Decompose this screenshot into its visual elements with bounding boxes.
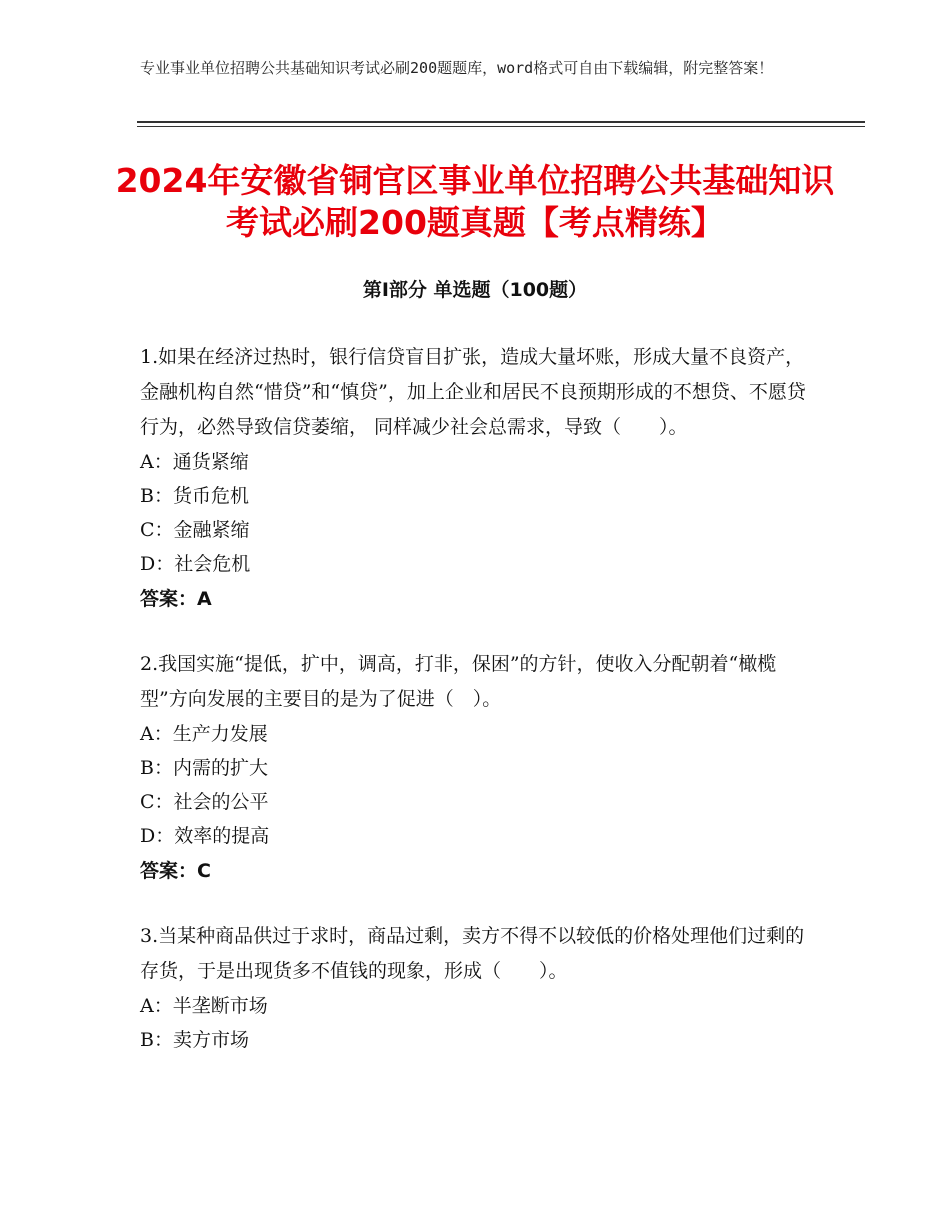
option-d: D：社会危机 <box>140 553 251 575</box>
option-a: A：生产力发展 <box>140 723 268 745</box>
question-stem: 2.我国实施“提低，扩中，调高，打非，保困”的方针，使收入分配朝着“橄榄型”方向发展的主要目的是为了促进（ ）。 <box>140 653 777 710</box>
question-2 <box>140 647 820 889</box>
header-divider-thin <box>137 126 865 127</box>
header-divider-thick <box>137 121 865 123</box>
document-title: 2024年安徽省铜官区事业单位招聘公共基础知识考试必刷200题真题【考点精练】 <box>115 161 835 242</box>
question-3 <box>140 919 820 1057</box>
option-c: C：金融紧缩 <box>140 519 250 541</box>
option-a: A：通货紧缩 <box>140 451 249 473</box>
answer-line: 答案：A <box>140 588 212 610</box>
option-d: D：效率的提高 <box>140 825 270 847</box>
option-c: C：社会的公平 <box>140 791 269 813</box>
header-note: 专业事业单位招聘公共基础知识考试必刷200题题库，word格式可自由下载编辑，附完整答案！ <box>140 59 774 77</box>
question-stem: 3.当某种商品供过于求时，商品过剩，卖方不得不以较低的价格处理他们过剩的存货，于是出现货多不值钱的现象，形成（ ）。 <box>140 925 805 982</box>
option-b: B：货币危机 <box>140 485 249 507</box>
answer-line: 答案：C <box>140 860 211 882</box>
option-b: B：内需的扩大 <box>140 757 268 779</box>
question-1 <box>140 340 820 617</box>
option-a: A：半垄断市场 <box>140 995 268 1017</box>
question-stem: 1.如果在经济过热时，银行信贷盲目扩张，造成大量坏账，形成大量不良资产，金融机构自然“惜贷”和“慎贷”，加上企业和居民不良预期形成的不想贷、不愿贷行为，必然导致信贷萎缩， 同样减少社会总需求，导致（ ）。 <box>140 346 806 438</box>
section-heading: 第Ⅰ部分 单选题（100题） <box>362 279 588 301</box>
question-list <box>140 340 820 1087</box>
option-b: B：卖方市场 <box>140 1029 249 1051</box>
